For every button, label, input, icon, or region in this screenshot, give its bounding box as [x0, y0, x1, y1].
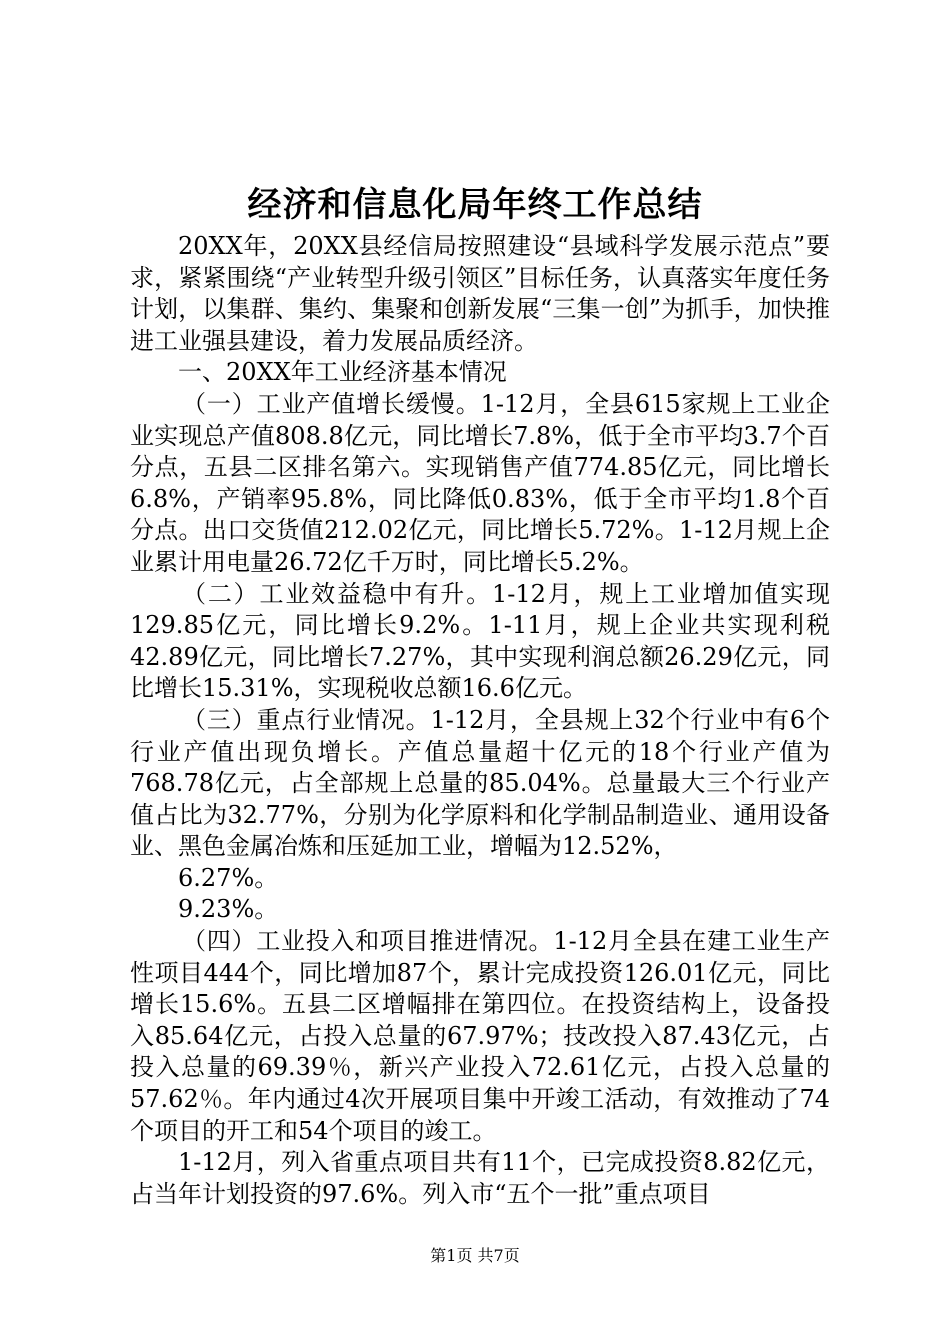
paragraph-fragment-1: 6.27%。	[178, 863, 279, 892]
paragraph-industrial-output: （一）工业产值增长缓慢。1-12月，全县615家规上工业企业实现总产值808.8亿元，同比增长7.8%，低于全市平均3.7个百分点，五县二区排名第六。实现销售产值774.85亿元，同比增长6.8%，产销率95.8%，同比降低0.83%，低于全市平均1.8个百分点。出口交货值212.02亿元，同比增长5.72%。1-12月规上企业累计用电量26.72亿千万时，同比增长5.2%。	[130, 389, 830, 576]
paragraph-key-industries: （三）重点行业情况。1-12月，全县规上32个行业中有6个行业产值出现负增长。产值总量超十亿元的18个行业产值为768.78亿元，占全部规上总量的85.04%。总量最大三个行业产值占比为32.77%，分别为化学原料和化学制品制造业、通用设备业、黑色金属冶炼和压延加工业，增幅为12.52%，	[130, 705, 830, 861]
paragraph-key-projects: 1-12月，列入省重点项目共有11个，已完成投资8.82亿元，占当年计划投资的97.6%。列入市“五个一批”重点项目	[130, 1148, 830, 1208]
paragraph-investment: （四）工业投入和项目推进情况。1-12月全县在建工业生产性项目444个，同比增加87个，累计完成投资126.01亿元，同比增长15.6%。五县二区增幅排在第四位。在投资结构上，设备投入85.64亿元，占投入总量的67.97%；技改投入87.43亿元，占投入总量的69.39％，新兴产业投入72.61亿元，占投入总量的57.62％。年内通过4次开展项目集中开竣工活动，有效推动了74个项目的开工和54个项目的竣工。	[130, 927, 830, 1145]
paragraph-industrial-benefit: （二）工业效益稳中有升。1-12月，规上工业增加值实现129.85亿元，同比增长9.2%。1-11月，规上企业共实现利税42.89亿元，同比增长7.27%，其中实现利润总额26.29亿元，同比增长15.31%，实现税收总额16.6亿元。	[130, 579, 830, 703]
paragraph-intro: 20XX年，20XX县经信局按照建设“县域科学发展示范点”要求，紧紧围绕“产业转型升级引领区”目标任务，认真落实年度任务计划，以集群、集约、集聚和创新发展“三集一创”为抓手，加快推进工业强县建设，着力发展品质经济。	[130, 232, 830, 355]
document-title: 经济和信息化局年终工作总结	[247, 185, 703, 225]
document-body	[130, 231, 830, 1210]
paragraph-fragment-2: 9.23%。	[178, 895, 279, 924]
section-heading: 一、20XX年工业经济基本情况	[178, 358, 507, 387]
page-number: 第1页 共7页	[430, 1246, 520, 1265]
